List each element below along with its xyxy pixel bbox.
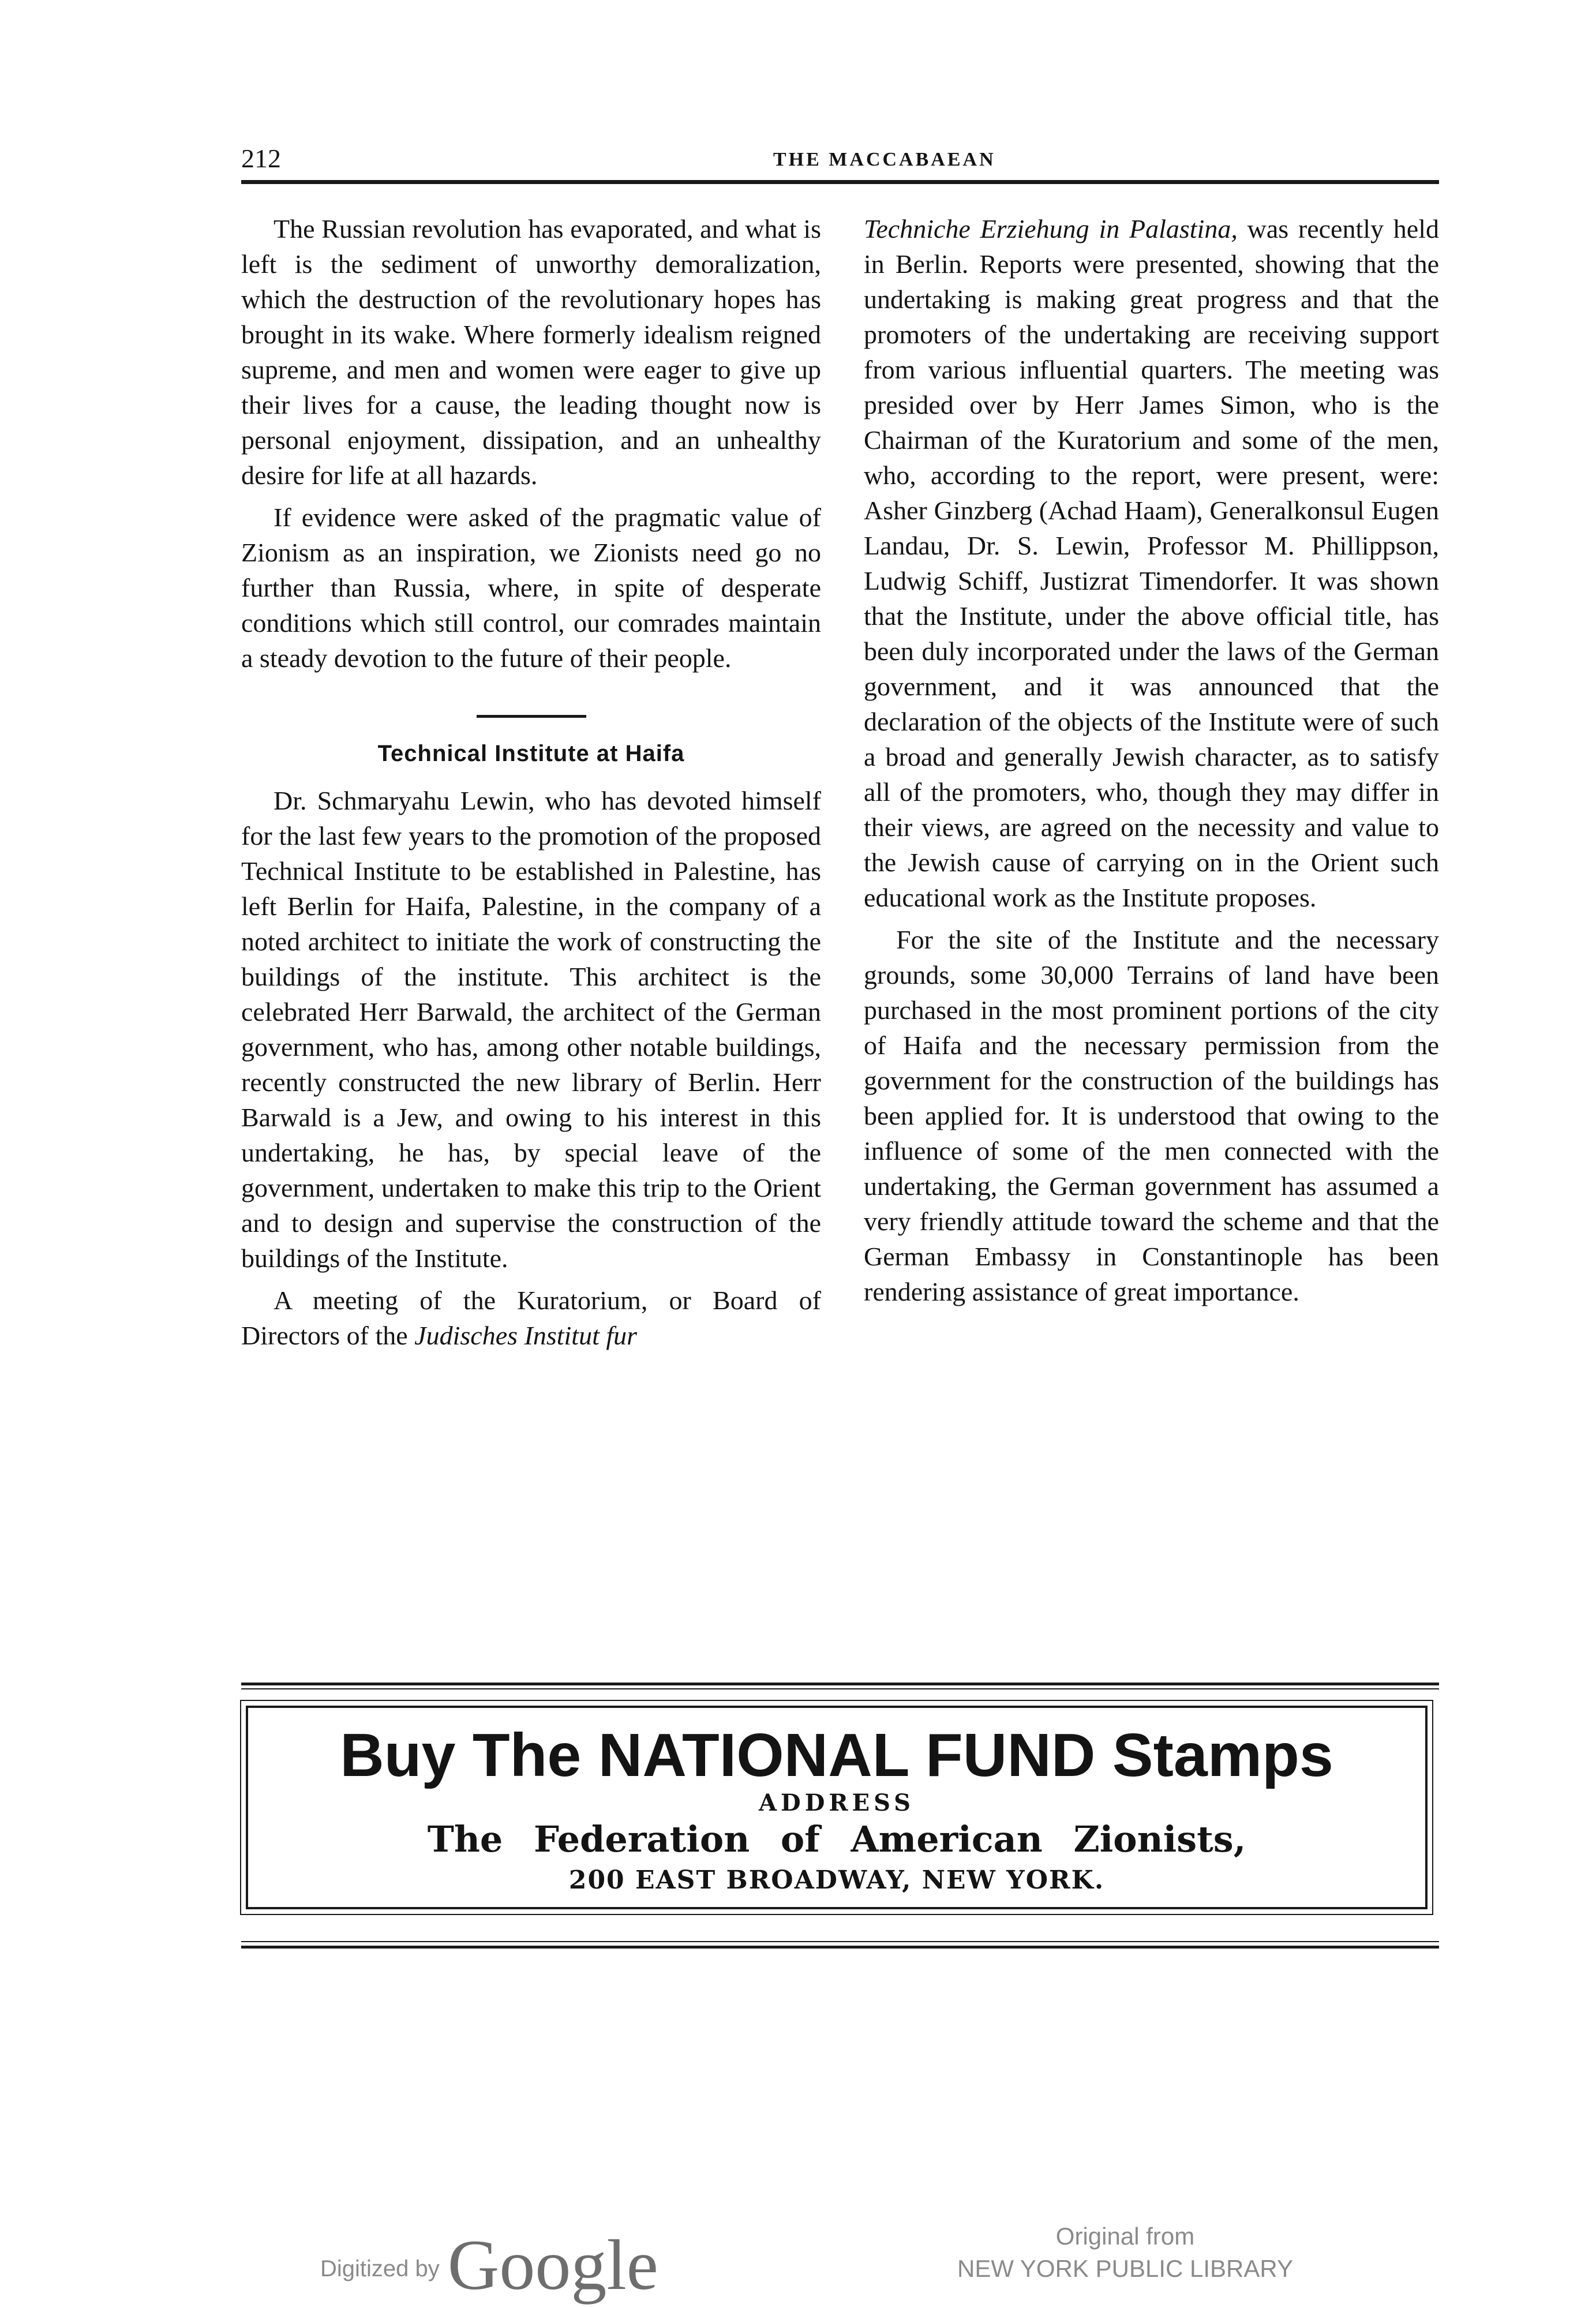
digitized-by-credit: [320, 2224, 658, 2306]
ad-headline: Buy The NATIONAL FUND Stamps: [340, 1721, 1333, 1789]
ad-bottom-rule-thin: [241, 1941, 1439, 1942]
digitized-by-text: Digitized by: [320, 2256, 440, 2281]
right-column: [864, 211, 1439, 1316]
section-heading: Technical Institute at Haifa: [377, 741, 685, 766]
original-from-text: Original from: [1055, 2223, 1195, 2250]
ad-top-rule-thin: [241, 1688, 1439, 1689]
google-logo: Google: [447, 2225, 658, 2305]
page-number: 212: [241, 144, 281, 173]
paragraph-russian-revolution: The Russian revolution has evaporated, and what is left is the sediment of unworthy demoralization, which the destruction of the revolutionary hopes has brought in its wake. Where formerly idealism reigned supreme, and men and women were eager to give up their lives for a cause, the leading thought now is personal enjoyment, dissipation, and an unhealthy desire for life at all hazards.: [241, 214, 821, 490]
institute-name-italic: Judisches Institut fur: [414, 1321, 638, 1350]
paragraph-pragmatic-value: If evidence were asked of the pragmatic value of Zionism as an inspiration, we Zionists need go no further than Russia, where, in spite of desperate conditions which still control, our comrades maintain a steady devotion to the future of their people.: [241, 503, 821, 673]
ad-top-rule: [241, 1683, 1439, 1685]
paragraph-site-of-institute: For the site of the Institute and the necessary grounds, some 30,000 Terrains of land have been purchased in the most prominent portions of the city of Haifa and the necessary permission from the government for the construction of the buildings has been applied for. It is understood that owing to the influence of some of the men connected with the undertaking, the German government has assumed a very friendly attitude toward the scheme and that the German Embassy in Constantinople has been rendering assistance of great importance.: [864, 925, 1439, 1306]
paragraph-lewin-haifa: Dr. Schmaryahu Lewin, who has devoted himself for the last few years to the promotion of the proposed Technical Institute to be established in Palestine, has left Berlin for Haifa, Palestine, in the company of a noted architect to initiate the work of constructing the buildings of the institute. This architect is the celebrated Herr Barwald, the architect of the German government, who has, among other notable buildings, recently constructed the new library of Berlin. Herr Barwald is a Jew, and owing to his interest in this undertaking, he has, by special leave of the government, undertaken to make this trip to the Orient and to design and supervise the construction of the buildings of the Institute.: [241, 786, 821, 1273]
section-separator-rule: [477, 715, 586, 718]
paragraph-meeting-continued: [864, 211, 1439, 915]
paragraph-kuratorium-meeting: [241, 1283, 821, 1353]
header-rule: [241, 180, 1439, 184]
left-column: [241, 211, 821, 1360]
ad-address-label: ADDRESS: [758, 1789, 915, 1816]
paragraph-text: A meeting of the Kuratorium, or Board of Directors of the: [241, 1286, 821, 1350]
institute-name-italic-continued: Techniche Erziehung in Palastina,: [864, 214, 1238, 243]
paragraph-text: was recently held in Berlin. Reports were presented, showing that the undertaking is making great progress and that the promoters of the undertaking are receiving support from various influential quarters. The meeting was presided over by Herr James Simon, who is the Chairman of the Kuratorium and some of the men, who, according to the report, were present, were: Asher Ginzberg (Achad Haam), Generalkonsul Eugen Landau, Dr. S. Lewin, Professor M. Phillippson, Ludwig Schiff, Justizrat Timendorfer. It was shown that the Institute, under the above official title, has been duly incorporated under the laws of the German government, and it was announced that the declaration of the objects of the Institute were of such a broad and generally Jewish character, as to satisfy all of the promoters, who, though they may differ in their views, are agreed on the necessity and value to the Jewish cause of carrying on in the Orient such educational work as the Institute proposes.: [864, 214, 1439, 912]
running-head: THE MACCABAEAN: [773, 149, 996, 170]
ad-bottom-rule: [241, 1946, 1439, 1949]
ad-box: [246, 1706, 1428, 1909]
ad-organization: The Federation of American Zionists,: [427, 1818, 1246, 1860]
advertisement: [241, 1683, 1439, 1958]
original-source-credit: [923, 2220, 1327, 2285]
ad-street-address: 200 EAST BROADWAY, NEW YORK.: [568, 1865, 1105, 1895]
library-name: NEW YORK PUBLIC LIBRARY: [957, 2255, 1293, 2282]
